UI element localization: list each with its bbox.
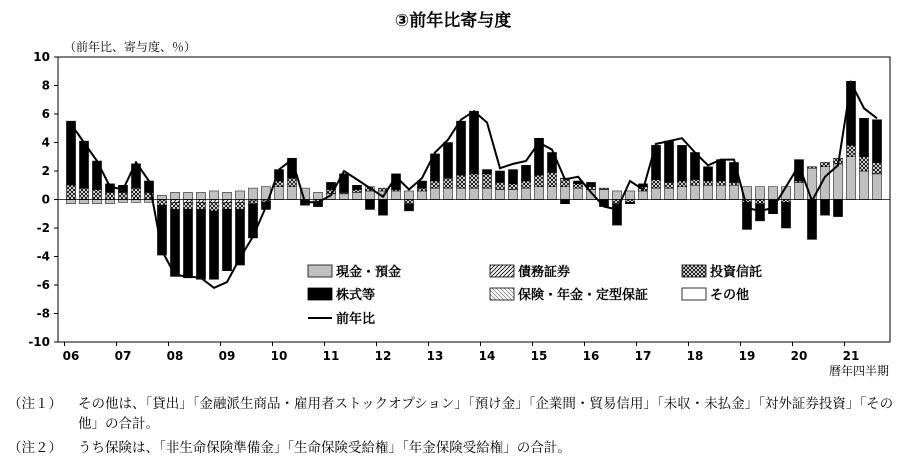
footnote-2-tag: （注２） xyxy=(8,440,62,456)
bar-segment-debt xyxy=(209,200,218,203)
bar-segment-cash xyxy=(560,187,569,200)
bar-segment-fund xyxy=(664,182,673,188)
x-year-label: 16 xyxy=(582,349,600,363)
bar-segment-fund xyxy=(183,202,192,209)
x-year-label: 19 xyxy=(738,349,756,363)
bar-segment-equity xyxy=(508,170,517,184)
x-year-label: 07 xyxy=(114,349,132,363)
bar-segment-cash xyxy=(417,191,426,200)
legend-swatch-other xyxy=(682,288,706,300)
bar-segment-fund xyxy=(404,200,413,204)
bar-segment-cash xyxy=(716,185,725,199)
bar-segment-fund xyxy=(599,188,608,189)
bar-segment-cash xyxy=(495,190,504,200)
bar-segment-cash xyxy=(183,192,192,199)
footnote-2-text: うち保険は、「非生命保険準備金」「生命保険受給権」「年金保険受給権」の合計。 xyxy=(78,440,571,456)
legend-swatch-fund xyxy=(682,265,706,277)
bar-segment-equity xyxy=(625,202,634,203)
bar-segment-cash xyxy=(482,188,491,199)
bar-segment-fund xyxy=(443,178,452,188)
bar-segment-fund xyxy=(456,175,465,188)
x-year-label: 14 xyxy=(478,349,496,363)
bar-segment-cash xyxy=(274,187,283,200)
bar-segment-cash xyxy=(768,187,777,200)
bar-segment-cash xyxy=(456,188,465,199)
bar-segment-cash xyxy=(469,188,478,199)
bar-segment-debt xyxy=(183,200,192,203)
x-year-label: 20 xyxy=(790,349,808,363)
x-year-label: 08 xyxy=(166,349,184,363)
bar-segment-fund xyxy=(521,181,530,188)
bar-segment-equity xyxy=(378,200,387,216)
legend-label: 投資信託 xyxy=(710,265,763,280)
bar-segment-fund xyxy=(729,182,738,185)
bar-segment-fund xyxy=(547,172,556,186)
y-tick-label: 8 xyxy=(41,78,50,93)
footnote-2 xyxy=(8,438,898,458)
x-year-label: 11 xyxy=(322,349,340,363)
x-year-label: 12 xyxy=(374,349,392,363)
footnotes xyxy=(8,394,898,458)
bar-segment-equity xyxy=(209,211,218,279)
bar-segment-equity xyxy=(456,121,465,175)
legend-swatch-equity xyxy=(308,288,332,300)
bar-segment-equity xyxy=(716,160,725,181)
bar-segment-debt xyxy=(222,200,231,203)
bar-segment-cash xyxy=(79,200,88,204)
bar-segment-fund xyxy=(846,145,855,156)
bar-segment-fund xyxy=(872,162,881,173)
bar-segment-debt xyxy=(196,200,205,203)
bar-segment-fund xyxy=(495,182,504,189)
x-year-label: 21 xyxy=(842,349,860,363)
bar-segment-fund xyxy=(170,202,179,209)
legend-swatch-ins xyxy=(490,288,514,300)
bar-segment-fund xyxy=(651,180,660,189)
footnote-1-text: その他は、「貸出」「金融派生商品・雇用者ストックオプション」「預け金」「企業間・貿易信用」「未収・未払金」「対外証券投資」「その他」の合計。 xyxy=(78,396,894,432)
bar-segment-equity xyxy=(404,204,413,211)
x-year-label: 10 xyxy=(270,349,288,363)
bar-segment-cash xyxy=(118,200,127,203)
bar-segment-debt xyxy=(170,200,179,203)
y-axis-unit-label: （前年比、寄与度、％） xyxy=(64,40,197,54)
bar-segment-equity xyxy=(66,121,75,185)
legend-label: 前年比 xyxy=(336,312,376,327)
footnote-1-tag: （注１） xyxy=(8,396,62,412)
bar-segment-equity xyxy=(248,204,257,238)
bar-segment-fund xyxy=(131,188,140,199)
legend-label: 現金・預金 xyxy=(336,265,402,280)
bar-segment-cash xyxy=(339,194,348,200)
bar-segment-cash xyxy=(729,185,738,199)
legend-label: 株式等 xyxy=(336,288,376,303)
bar-segment-fund xyxy=(820,162,829,166)
bar-segment-cash xyxy=(651,188,660,199)
x-year-label: 06 xyxy=(62,349,80,363)
bar-segment-equity xyxy=(651,145,660,179)
bar-segment-cash xyxy=(105,200,114,204)
bar-segment-equity xyxy=(469,111,478,174)
y-tick-label: 6 xyxy=(41,107,50,121)
legend-swatch-cash xyxy=(308,265,332,277)
bar-segment-fund xyxy=(859,157,868,171)
bar-segment-equity xyxy=(586,182,595,186)
y-tick-label: 4 xyxy=(41,135,50,150)
bar-segment-fund xyxy=(430,181,439,188)
bar-segment-cash xyxy=(66,200,75,204)
bar-segment-cash xyxy=(170,192,179,199)
bar-segment-cash xyxy=(755,187,764,200)
chart-title: ③前年比寄与度 xyxy=(394,11,512,31)
bar-segment-equity xyxy=(820,200,829,216)
bar-segment-cash xyxy=(859,171,868,200)
bar-segment-equity xyxy=(365,200,374,210)
bar-segment-cash xyxy=(235,191,244,200)
bar-segment-equity xyxy=(170,209,179,276)
bar-segment-cash xyxy=(157,195,166,199)
bar-segment-fund xyxy=(781,200,790,203)
bar-segment-fund xyxy=(92,190,101,200)
bar-segment-equity xyxy=(833,200,842,217)
bar-segment-fund xyxy=(625,200,634,203)
bar-segment-cash xyxy=(92,200,101,204)
bar-segment-cash xyxy=(443,188,452,199)
bar-segment-equity xyxy=(183,209,192,277)
bar-segment-cash xyxy=(599,190,608,200)
bar-segment-cash xyxy=(534,187,543,200)
y-tick-label: -4 xyxy=(36,249,50,264)
bar-segment-fund xyxy=(508,184,517,190)
bar-segment-fund xyxy=(469,174,478,188)
bar-segment-fund xyxy=(807,167,816,168)
bar-segment-fund xyxy=(274,181,283,187)
bar-segment-cash xyxy=(365,191,374,200)
bar-segment-fund xyxy=(534,175,543,186)
bar-segment-equity xyxy=(495,171,504,182)
bar-segment-cash xyxy=(209,191,218,200)
bar-segment-cash xyxy=(846,157,855,200)
bar-segment-fund xyxy=(248,201,257,204)
bar-segment-cash xyxy=(391,191,400,200)
bar-segment-equity xyxy=(807,200,816,240)
x-year-label: 17 xyxy=(634,349,652,363)
y-tick-label: 0 xyxy=(41,192,50,207)
bar-segment-cash xyxy=(521,188,530,199)
bar-segment-fund xyxy=(573,184,582,188)
x-axis-label: 暦年四半期 xyxy=(828,364,889,378)
bar-segment-debt xyxy=(235,200,244,203)
bar-segment-fund xyxy=(755,200,764,204)
y-tick-label: -10 xyxy=(28,335,50,349)
bar-segment-equity xyxy=(222,209,231,270)
legend-swatch-debt xyxy=(490,265,514,277)
y-tick-label: -2 xyxy=(36,221,50,235)
bar-segment-fund xyxy=(352,190,361,193)
bar-segment-cash xyxy=(573,188,582,199)
bar-segment-cash xyxy=(131,200,140,203)
bar-segment-cash xyxy=(430,188,439,199)
bar-segment-equity xyxy=(781,202,790,228)
bar-segment-cash xyxy=(625,191,634,200)
bar-segment-fund xyxy=(703,181,712,185)
bar-segment-equity xyxy=(612,204,621,225)
bar-segment-fund xyxy=(105,192,114,199)
bar-segment-cash xyxy=(196,192,205,199)
bar-segment-equity xyxy=(196,209,205,279)
bar-segment-cash xyxy=(638,191,647,200)
bar-segment-cash xyxy=(703,185,712,199)
bar-segment-cash xyxy=(248,188,257,199)
bar-segment-equity xyxy=(703,167,712,181)
y-tick-label: 10 xyxy=(33,50,50,64)
bar-segment-cash xyxy=(404,191,413,200)
bar-segment-cash xyxy=(352,192,361,199)
bar-segment-equity xyxy=(521,165,530,181)
footnote-1 xyxy=(8,394,898,434)
bar-segment-fund xyxy=(716,181,725,185)
bar-segment-equity xyxy=(872,120,881,163)
bar-segment-cash xyxy=(287,187,296,200)
bar-segment-equity xyxy=(664,141,673,182)
bar-segment-fund xyxy=(235,202,244,209)
x-year-label: 13 xyxy=(426,349,444,363)
bar-segment-cash xyxy=(222,192,231,199)
y-tick-label: 2 xyxy=(41,164,50,178)
bar-segment-fund xyxy=(79,188,88,199)
bar-segment-equity xyxy=(443,143,452,179)
bar-segment-equity xyxy=(755,204,764,221)
bar-segment-cash xyxy=(508,190,517,200)
bar-segment-cash xyxy=(612,191,621,200)
bar-segment-cash xyxy=(313,192,322,199)
bar-segment-equity xyxy=(482,170,491,174)
x-year-label: 09 xyxy=(218,349,236,363)
x-year-label: 18 xyxy=(686,349,704,363)
bar-segment-cash xyxy=(690,185,699,199)
y-tick-label: -6 xyxy=(36,278,50,292)
y-tick-label: -8 xyxy=(36,306,50,321)
bar-segment-cash xyxy=(677,187,686,200)
bar-segment-fund xyxy=(417,188,426,191)
bar-segment-fund xyxy=(157,200,166,206)
bar-segment-equity xyxy=(677,145,686,181)
bar-segment-fund xyxy=(196,202,205,209)
bar-segment-cash xyxy=(664,188,673,199)
bar-segment-equity xyxy=(560,200,569,204)
bar-segment-equity xyxy=(859,118,868,156)
bar-segment-cash xyxy=(547,187,556,200)
bar-segment-fund xyxy=(690,180,699,186)
legend-label: 債務証券 xyxy=(518,265,571,280)
bar-segment-equity xyxy=(352,185,361,189)
x-year-label: 15 xyxy=(530,349,548,363)
bar-segment-fund xyxy=(677,181,686,187)
legend-label: その他 xyxy=(710,288,750,303)
bar-segment-fund xyxy=(287,178,296,187)
bar-segment-fund xyxy=(118,192,127,199)
bar-segment-fund xyxy=(482,174,491,188)
bar-segment-cash xyxy=(872,174,881,200)
bar-segment-fund xyxy=(222,202,231,209)
legend-label: 保険・年金・定型保証 xyxy=(518,288,649,303)
bar-segment-cash xyxy=(794,182,803,199)
bar-segment-fund xyxy=(66,185,75,199)
bar-segment-fund xyxy=(209,202,218,211)
